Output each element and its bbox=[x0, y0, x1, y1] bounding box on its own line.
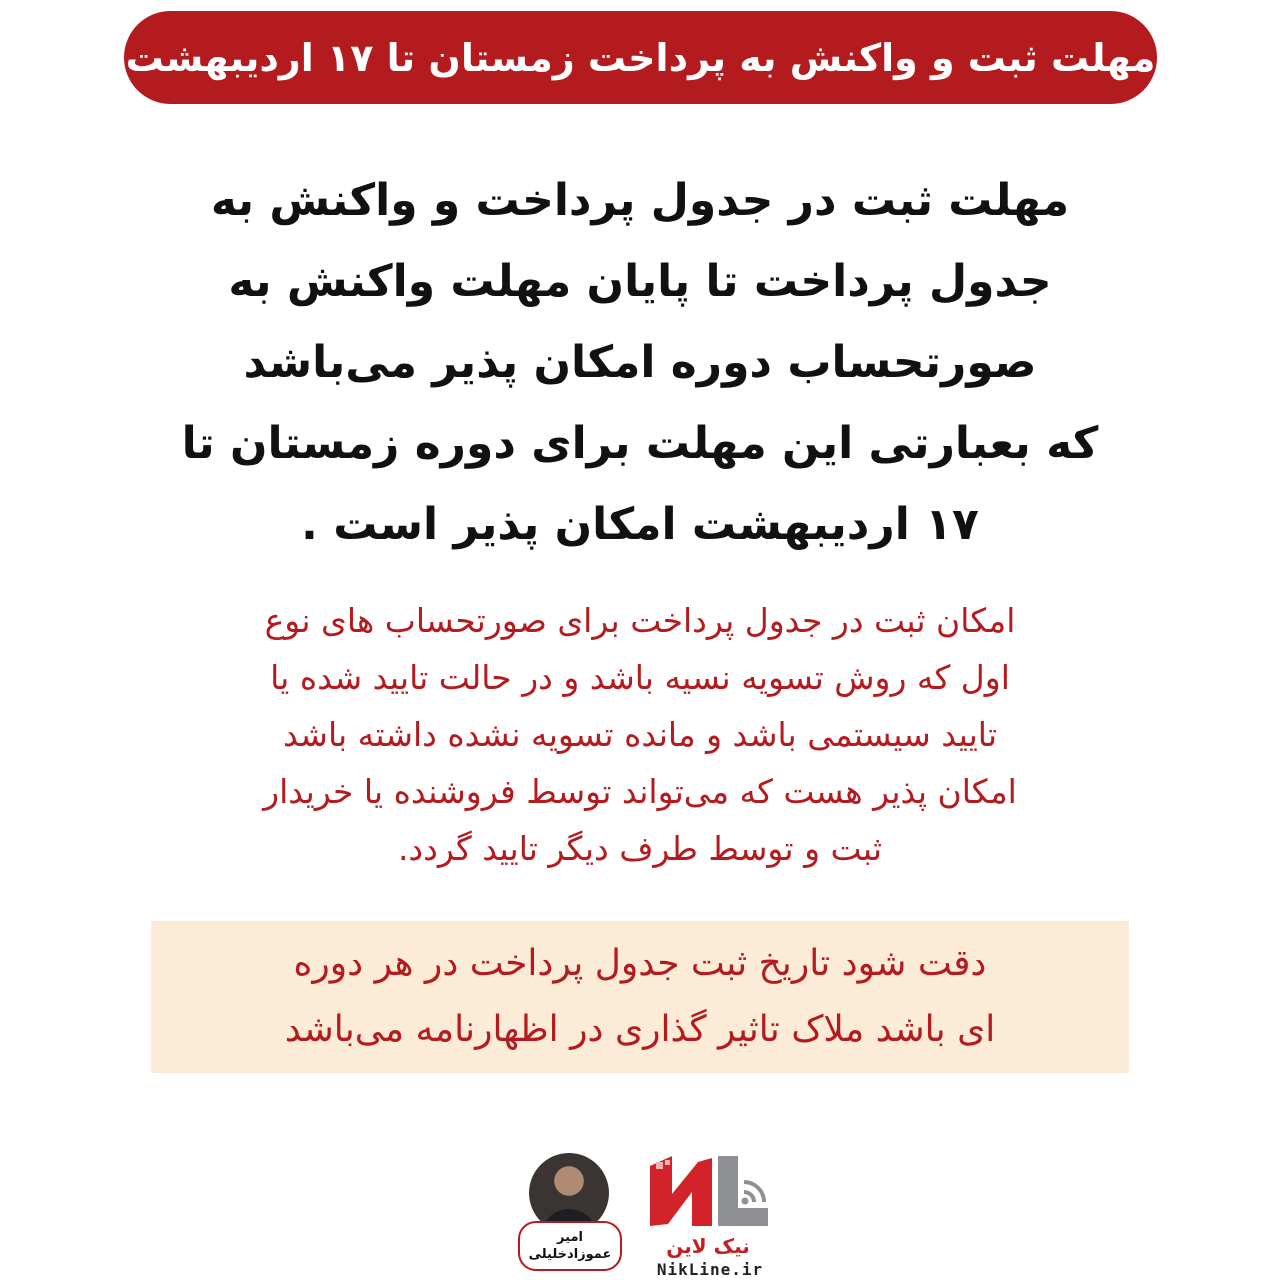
nikline-logo bbox=[640, 1148, 780, 1280]
main-paragraph-line: ۱۷ اردیبهشت امکان پذیر است . bbox=[301, 499, 979, 550]
logo-site: NikLine.ir bbox=[656, 1260, 764, 1279]
main-paragraph-line: مهلت ثبت در جدول پرداخت و واکنش به bbox=[210, 175, 1070, 226]
author-badge bbox=[512, 1153, 624, 1275]
red-paragraph bbox=[150, 592, 1130, 877]
note-line: دقت شود تاریخ ثبت جدول پرداخت در هر دوره bbox=[293, 943, 987, 984]
red-paragraph-line: ثبت و توسط طرف دیگر تایید گردد. bbox=[397, 829, 883, 868]
red-paragraph-line: تایید سیستمی باشد و مانده تسویه نشده داشته باشد bbox=[282, 715, 998, 754]
author-name-pill bbox=[518, 1221, 622, 1271]
logo-name-fa: نیک لاین bbox=[666, 1234, 750, 1258]
note-line: ای باشد ملاک تاثیر گذاری در اظهارنامه می‌باشد bbox=[284, 1009, 996, 1050]
red-paragraph-line: امکان ثبت در جدول پرداخت برای صورتحساب های نوع bbox=[264, 601, 1016, 640]
logo-mark-icon bbox=[640, 1148, 780, 1240]
author-last-name: عموزادخلیلی bbox=[528, 1247, 612, 1262]
page-title: مهلت ثبت و واکنش به پرداخت زمستان تا ۱۷ اردیبهشت bbox=[125, 35, 1156, 80]
note-box bbox=[151, 921, 1129, 1073]
main-paragraph-line: که بعبارتی این مهلت برای دوره زمستان تا bbox=[181, 418, 1099, 469]
main-paragraph-line: جدول پرداخت تا پایان مهلت واکنش به bbox=[228, 256, 1052, 307]
red-paragraph-line: امکان پذیر هست که می‌تواند توسط فروشنده یا خریدار bbox=[263, 772, 1017, 811]
red-paragraph-line: اول که روش تسویه نسیه باشد و در حالت تایید شده یا bbox=[270, 658, 1010, 697]
author-first-name: امیر bbox=[557, 1230, 583, 1245]
main-paragraph-line: صورتحساب دوره امکان پذیر می‌باشد bbox=[243, 337, 1037, 388]
page-title-banner bbox=[124, 11, 1157, 104]
footer bbox=[0, 1148, 1280, 1280]
main-paragraph bbox=[150, 160, 1130, 565]
